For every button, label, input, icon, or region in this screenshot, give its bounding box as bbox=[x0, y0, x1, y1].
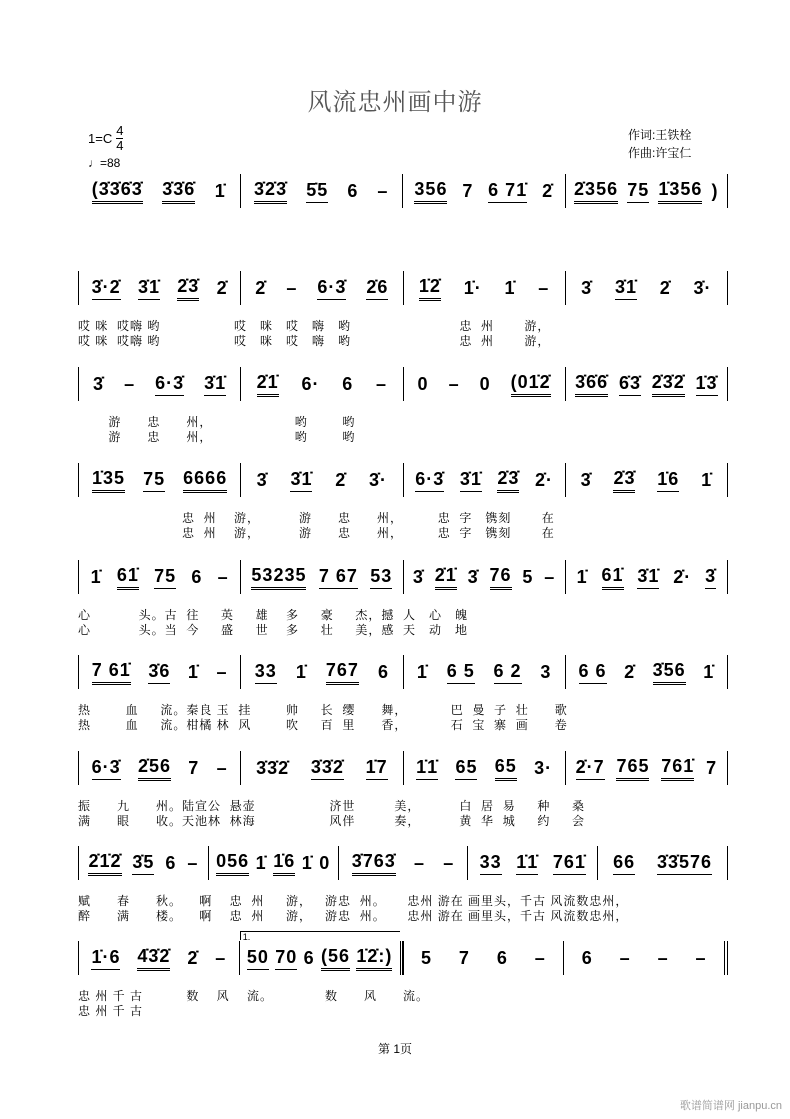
measure bbox=[78, 367, 240, 401]
note-group: 2̇ bbox=[542, 180, 554, 201]
note-group: 6 bbox=[496, 947, 508, 968]
note-group: 53235 bbox=[251, 564, 306, 590]
note-group: 3̇ bbox=[467, 566, 479, 587]
note-group: 5 bbox=[522, 566, 534, 587]
measure bbox=[78, 271, 240, 305]
note-group: 1̇·6 bbox=[91, 946, 120, 970]
note-group: 2̇3̇2̇ bbox=[652, 371, 685, 397]
note-group: 6 6 bbox=[579, 660, 607, 684]
score-row bbox=[78, 655, 728, 733]
time-sig-bottom: 4 bbox=[116, 138, 124, 153]
note-group: 1̇ bbox=[255, 852, 267, 873]
lyric-line: 振 九 州。陆宣公 悬壶 济世 美， 白 居 易 种 桑 bbox=[78, 799, 586, 813]
measure bbox=[240, 463, 402, 497]
note-group: 3̇2̇3̇ bbox=[254, 178, 287, 204]
note-group: 761̇ bbox=[661, 755, 694, 781]
lyric-line: 心 头。古 往 英 雄 多 豪 杰，撼 人 心 魄 bbox=[78, 608, 469, 622]
note-group: 1̇7 bbox=[366, 756, 388, 780]
measure bbox=[240, 655, 402, 689]
note-group: – bbox=[443, 852, 455, 873]
lyrics bbox=[78, 511, 728, 541]
note-group: 2̇ bbox=[659, 277, 671, 298]
note-group: 6 bbox=[347, 180, 359, 201]
note-group: – bbox=[448, 373, 460, 394]
measure bbox=[565, 463, 728, 497]
measure bbox=[565, 271, 728, 305]
note-group: – bbox=[124, 373, 136, 394]
note-group: – bbox=[187, 852, 199, 873]
note-group: 2̇56 bbox=[138, 755, 171, 781]
measure bbox=[78, 941, 239, 975]
staff-line bbox=[78, 846, 728, 880]
key-signature bbox=[88, 124, 123, 153]
lyric-line: 忠 州 游， 游 忠 州， 忠 字 镌刻 在 bbox=[78, 526, 555, 540]
note-group: 6 71̇ bbox=[488, 179, 527, 203]
note-group: 2̇·7 bbox=[576, 756, 605, 780]
note-group: – bbox=[286, 277, 298, 298]
note-group: 3̇ bbox=[256, 469, 268, 490]
note-group: 65 bbox=[495, 755, 517, 781]
song-title: 风流忠州画中游 bbox=[307, 88, 483, 116]
measure bbox=[240, 367, 402, 401]
measure bbox=[78, 655, 240, 689]
credits bbox=[628, 126, 691, 162]
note-group: 1̇6 bbox=[657, 468, 679, 492]
note-group: 2̇ bbox=[187, 947, 199, 968]
note-group: 76 bbox=[490, 564, 512, 590]
lyric-line: 忠 州 千 古 bbox=[78, 1004, 144, 1018]
time-sig-top: 4 bbox=[116, 123, 124, 138]
measure bbox=[338, 846, 468, 880]
staff-line bbox=[78, 367, 728, 401]
note-group: 6 bbox=[581, 947, 593, 968]
note-group: 75 bbox=[143, 468, 165, 492]
note-group: 3̇· bbox=[693, 277, 712, 298]
measure bbox=[565, 174, 729, 208]
measure bbox=[403, 751, 565, 785]
note-group: 7 67 bbox=[319, 565, 358, 589]
note-group: 3̇3̇6̇ bbox=[162, 178, 195, 204]
watermark: 歌谱简谱网 jianpu.cn bbox=[679, 1100, 782, 1112]
staff-line bbox=[78, 271, 728, 305]
measure bbox=[239, 932, 403, 975]
measure bbox=[402, 174, 565, 208]
note-group: 6 5 bbox=[447, 660, 475, 684]
note-group: 3̇1̇ bbox=[204, 372, 226, 396]
note-group: 1̇3̇ bbox=[696, 372, 718, 396]
note-group: 3̇· bbox=[369, 469, 388, 490]
note-group: 3̇3̇576 bbox=[657, 851, 712, 875]
note-group: 3̇ bbox=[581, 277, 593, 298]
note-group: 2̇1̇ bbox=[257, 371, 279, 397]
note-group: 3̇56 bbox=[653, 659, 686, 685]
composer: 作曲:许宝仁 bbox=[628, 146, 692, 160]
note-group: 2̇6 bbox=[366, 276, 388, 300]
note-group: 6· bbox=[301, 373, 320, 394]
note-group: 1̇6 bbox=[273, 850, 295, 876]
note-group: 5 bbox=[420, 947, 432, 968]
note-group: – bbox=[657, 947, 669, 968]
measure bbox=[565, 751, 728, 785]
note-group: 2̇· bbox=[534, 469, 553, 490]
note-group: 6666 bbox=[183, 467, 227, 493]
note-group: – bbox=[216, 757, 228, 778]
measure bbox=[78, 463, 240, 497]
time-signature bbox=[116, 124, 123, 153]
note-group: 61̇ bbox=[117, 564, 139, 590]
measure bbox=[240, 174, 403, 208]
note-group: 0 bbox=[479, 373, 491, 394]
note-group: 1̇1̇ bbox=[516, 851, 538, 875]
staff-line bbox=[78, 655, 728, 689]
score-row bbox=[78, 174, 728, 208]
note-group: – bbox=[217, 566, 229, 587]
measure bbox=[240, 271, 402, 305]
note-group: 767 bbox=[326, 659, 359, 685]
note-group: 1̇ bbox=[214, 180, 226, 201]
note-group: 3̇ bbox=[705, 565, 716, 589]
lyric-line: 赋 春 秋。 啊 忠 州 游， 游忠 州。 忠州 游在 画里头，千古 风流数忠州， bbox=[78, 894, 629, 908]
note-group: 1̇ bbox=[187, 661, 199, 682]
note-group: 2̇3̇ bbox=[613, 467, 635, 493]
note-group: – bbox=[376, 373, 388, 394]
lyrics bbox=[78, 799, 728, 829]
measure bbox=[403, 941, 564, 975]
lyric-line: 游 忠 州， 哟 哟 bbox=[78, 415, 356, 429]
measure bbox=[467, 846, 597, 880]
note-group: ) bbox=[711, 180, 719, 201]
lyrics bbox=[78, 415, 728, 445]
note-group: 2̇ bbox=[255, 277, 267, 298]
note-group: 6·3̇ bbox=[92, 756, 121, 780]
note-group: (3̇3̇6̇3̇ bbox=[92, 178, 143, 204]
note-group: 6 bbox=[303, 947, 315, 968]
note-group: 1̇35 bbox=[92, 467, 125, 493]
score-row bbox=[78, 560, 728, 638]
lyric-line: 忠 州 千 古 数 风 流。 数 风 流。 bbox=[78, 989, 430, 1003]
lyric-line: 哎 咪 哎嗨 哟 哎 咪 哎 嗨 哟 忠 州 游， bbox=[78, 319, 551, 333]
note-group: 6·3̇ bbox=[415, 468, 444, 492]
note-group: – bbox=[534, 947, 546, 968]
lyric-line: 心 头。当 今 盛 世 多 壮 美，感 天 动 地 bbox=[78, 623, 469, 637]
note-group: 53 bbox=[370, 565, 392, 589]
measure bbox=[403, 271, 565, 305]
note-group: – bbox=[413, 852, 425, 873]
note-group: 6 bbox=[165, 852, 177, 873]
note-group: 75 bbox=[154, 565, 176, 589]
note-group: 5̇5 bbox=[306, 179, 328, 203]
note-group: 1̇· bbox=[463, 277, 482, 298]
note-group: 1̇ bbox=[576, 566, 588, 587]
note-group: 6 2 bbox=[494, 660, 522, 684]
note-group: 2̇3̇ bbox=[177, 275, 199, 301]
note-group: 7 bbox=[706, 757, 718, 778]
page-number: 第 1页 bbox=[377, 1042, 412, 1056]
note-group: 1̇1̇ bbox=[416, 756, 438, 780]
score-row bbox=[78, 271, 728, 349]
note-group: 3̇ bbox=[93, 373, 105, 394]
note-group: 3̇1̇ bbox=[460, 468, 482, 492]
measure bbox=[597, 846, 728, 880]
measure bbox=[78, 846, 208, 880]
note-group: 1̇356 bbox=[658, 178, 702, 204]
note-group: 3̇·2̇ bbox=[92, 276, 121, 300]
note-group: 33 bbox=[255, 660, 277, 684]
measure bbox=[403, 367, 565, 401]
note-group: – bbox=[695, 947, 707, 968]
lyrics bbox=[78, 319, 728, 349]
note-group: – bbox=[216, 661, 228, 682]
note-group: (56 bbox=[321, 945, 350, 971]
note-group: 3̇1̇ bbox=[138, 276, 160, 300]
note-group: 765 bbox=[616, 755, 649, 781]
note-group: 1̇2̇ bbox=[419, 275, 441, 301]
note-group: 2̇3̇ bbox=[497, 467, 519, 493]
lyrics bbox=[78, 989, 728, 1019]
note-group: 056 bbox=[216, 850, 249, 876]
measure bbox=[208, 846, 338, 880]
measure bbox=[565, 367, 728, 401]
note-group: 1̇ bbox=[701, 469, 713, 490]
lyrics bbox=[78, 894, 728, 924]
note-group: – bbox=[544, 566, 556, 587]
note-group: 0 bbox=[319, 852, 331, 873]
note-group: 3̇3̇2̇ bbox=[311, 756, 344, 780]
measure bbox=[240, 751, 402, 785]
measure bbox=[240, 560, 402, 594]
note-group: 6·3̇ bbox=[155, 372, 184, 396]
staff-line bbox=[78, 751, 728, 785]
staff-line bbox=[78, 560, 728, 594]
volta-bracket bbox=[240, 931, 400, 940]
note-group: 7 bbox=[458, 947, 470, 968]
note-group: 3̇1̇ bbox=[615, 276, 637, 300]
lyric-line: 哎 咪 哎嗨 哟 哎 咪 哎 嗨 哟 忠 州 游， bbox=[78, 334, 551, 348]
note-group: 6·3̇ bbox=[317, 276, 346, 300]
staff-line bbox=[78, 174, 728, 208]
lyrics bbox=[78, 703, 728, 733]
note-group: 6 bbox=[191, 566, 203, 587]
measure bbox=[565, 655, 728, 689]
note-group: 70 bbox=[275, 946, 297, 970]
note-group: 3̇6 bbox=[148, 660, 170, 684]
lyric-line: 醉 满 楼。 啊 忠 州 游， 游忠 州。 忠州 游在 画里头，千古 风流数忠州， bbox=[78, 909, 629, 923]
note-group: 3 bbox=[540, 661, 552, 682]
score-row bbox=[78, 367, 728, 445]
lyricist: 作词:王铁栓 bbox=[628, 128, 692, 142]
note-group: 2̇· bbox=[673, 566, 692, 587]
note-group: – bbox=[215, 947, 227, 968]
note-group: (01̇2̇ bbox=[511, 371, 551, 397]
note-group: 33 bbox=[480, 851, 502, 875]
note-group: 66 bbox=[613, 851, 635, 875]
note-group: 7 bbox=[462, 180, 474, 201]
note-group: 65 bbox=[455, 756, 477, 780]
note-group: 1̇ bbox=[301, 852, 313, 873]
score-row bbox=[78, 846, 728, 924]
score-row bbox=[78, 751, 728, 829]
note-group: 3̇ bbox=[412, 566, 424, 587]
note-group: 1̇ bbox=[295, 661, 307, 682]
note-group: 6 bbox=[342, 373, 354, 394]
note-group: 2̇ bbox=[624, 661, 636, 682]
note-group: 4̇3̇2̇ bbox=[137, 945, 170, 971]
note-group: 7 61̇ bbox=[92, 659, 131, 685]
lyric-line: 热 血 流。秦良 玉 挂 帅 长 缨 舞， 巴 曼 子 壮 歌 bbox=[78, 703, 568, 717]
score-row bbox=[78, 463, 728, 541]
note-group: 1̇ bbox=[90, 566, 102, 587]
note-group: 7 bbox=[188, 757, 200, 778]
note-group: 1̇ bbox=[416, 661, 428, 682]
measure bbox=[78, 751, 240, 785]
note-group: 3· bbox=[534, 757, 553, 778]
measure bbox=[403, 560, 565, 594]
volta-label: 1. bbox=[242, 932, 251, 942]
staff-line bbox=[78, 463, 728, 497]
note-group: – bbox=[538, 277, 550, 298]
note-group: 2̇356 bbox=[574, 178, 618, 204]
key-label: 1=C bbox=[88, 131, 113, 146]
note-group: 2̇ bbox=[335, 469, 347, 490]
lyric-line: 忠 州 游， 游 忠 州， 忠 字 镌刻 在 bbox=[78, 511, 555, 525]
note-group: 2̇1̇ bbox=[435, 564, 457, 590]
staff-line bbox=[78, 932, 728, 975]
score-row bbox=[78, 932, 728, 1019]
note-group: 3̇763̇ bbox=[352, 850, 396, 876]
note-group: 3̇1̇ bbox=[290, 468, 312, 492]
note-group: 356 bbox=[414, 178, 447, 204]
note-group: 6 bbox=[377, 661, 389, 682]
note-group: 2̇ bbox=[216, 277, 228, 298]
measure bbox=[78, 560, 240, 594]
note-group: 50 bbox=[247, 946, 269, 970]
measure bbox=[403, 655, 565, 689]
note-group: 3̇1̇ bbox=[637, 565, 659, 589]
lyric-line: 满 眼 收。天池林 林海 风伴 奏， 黄 华 城 约 会 bbox=[78, 814, 586, 828]
measure bbox=[563, 941, 728, 975]
note-group: 6̇3̇ bbox=[619, 372, 641, 396]
note-group: 61̇ bbox=[602, 564, 624, 590]
note-group: 1̇ bbox=[504, 277, 516, 298]
measure bbox=[78, 174, 240, 208]
measure bbox=[403, 463, 565, 497]
note-group: 3̇5 bbox=[132, 851, 154, 875]
note-group: 3̇3̇2̇ bbox=[256, 757, 290, 778]
tempo-mark: ♩=88 bbox=[88, 156, 121, 170]
note-group: 761̇ bbox=[553, 851, 586, 875]
note-group: – bbox=[619, 947, 631, 968]
note-group: 1̇2̇:) bbox=[356, 945, 392, 971]
note-group: 0 bbox=[417, 373, 429, 394]
lyric-line: 游 忠 州， 哟 哟 bbox=[78, 430, 356, 444]
lyric-line: 热 血 流。柑橘 林 风 吹 百 里 香， 石 宝 寨 画 卷 bbox=[78, 718, 568, 732]
note-group: – bbox=[377, 180, 389, 201]
note-group: 1̇ bbox=[703, 661, 715, 682]
note-group: 3̇ bbox=[580, 469, 592, 490]
measure bbox=[565, 560, 728, 594]
note-group: 3̇6̇6̇ bbox=[575, 371, 608, 397]
note-group: 2̇1̇2̇ bbox=[88, 850, 121, 876]
lyrics bbox=[78, 608, 728, 638]
note-group: 75 bbox=[627, 179, 649, 203]
